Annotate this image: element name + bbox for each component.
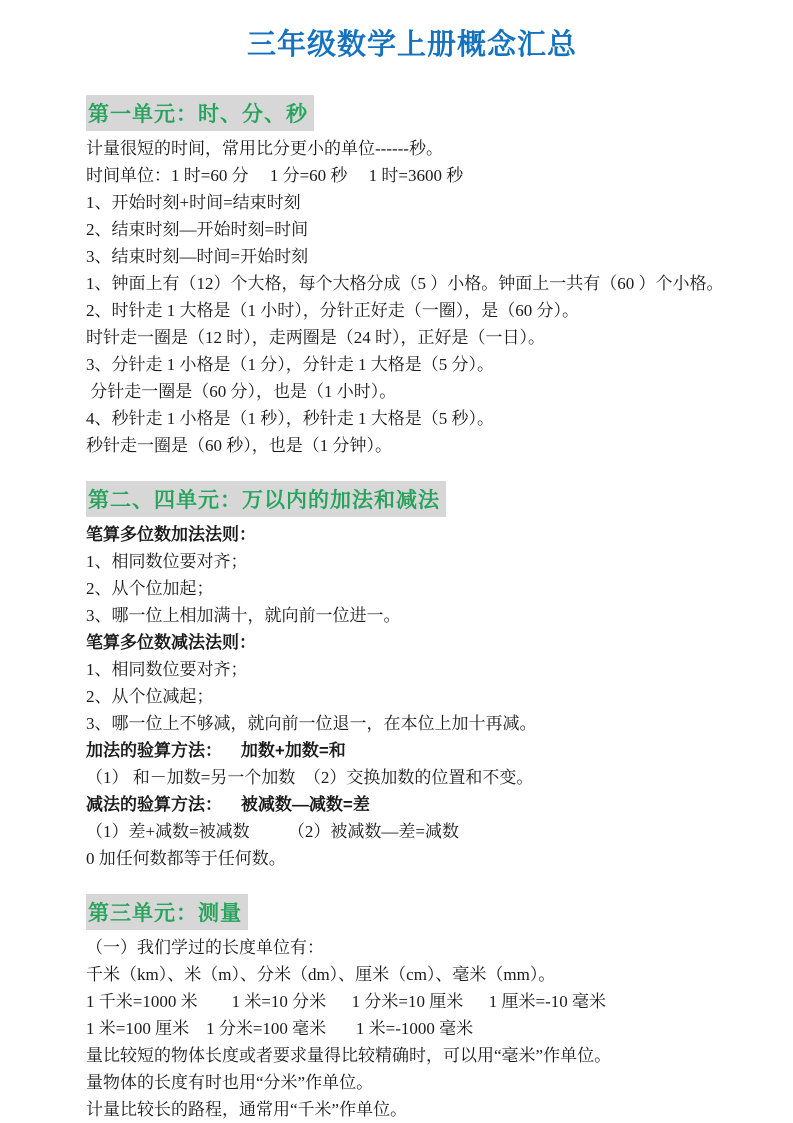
text-line: 1 千米=1000 米 1 米=10 分米 1 分米=10 厘米 1 厘米=-10 毫米 — [86, 992, 607, 1011]
text-line-bold: 减法的验算方法： 被减数—减数=差 — [86, 795, 370, 814]
text-line: 3、结束时刻—时间=开始时刻 — [86, 247, 309, 266]
text-line: 3、哪一位上不够减，就向前一位退一，在本位上加十再减。 — [86, 714, 537, 733]
text-line: 秒针走一圈是（60 秒），也是（1 分钟）。 — [86, 436, 392, 455]
text-line: 3、哪一位上相加满十，就向前一位进一。 — [86, 606, 401, 625]
text-line: 时针走一圈是（12 时），走两圈是（24 时），正好是（一日）。 — [86, 328, 545, 347]
text-line-bold: 加法的验算方法： 加数+加数=和 — [86, 741, 346, 760]
section-heading-unit-3: 第三单元：测量 — [86, 894, 248, 930]
text-line: 时间单位：1 时=60 分 1 分=60 秒 1 时=3600 秒 — [86, 166, 464, 185]
doc-title: 三年级数学上册概念汇总 — [246, 29, 577, 61]
text-line: 1、开始时刻+时间=结束时刻 — [86, 193, 301, 212]
text-line: 量比较短的物体长度或者要求量得比较精确时，可以用“毫米”作单位。 — [86, 1046, 612, 1065]
section-unit-3 — [86, 894, 738, 1123]
text-line: 2、时针走 1 大格是（1 小时），分针正好走（一圈），是（60 分）。 — [86, 301, 579, 320]
text-line: 千米（km）、米（m）、分米（dm）、厘米（cm）、毫米（mm）。 — [86, 965, 556, 984]
text-line: 分针走一圈是（60 分），也是（1 小时）。 — [86, 382, 397, 401]
text-line: 量物体的长度有时也用“分米”作单位。 — [86, 1073, 374, 1092]
text-line: 1、相同数位要对齐； — [86, 660, 248, 679]
text-line: 0 加任何数都等于任何数。 — [86, 849, 286, 868]
text-line: 计量比较长的路程，通常用“千米”作单位。 — [86, 1100, 408, 1119]
text-line: 2、从个位加起； — [86, 579, 214, 598]
section-heading-unit-1: 第一单元：时、分、秒 — [86, 95, 314, 131]
text-line: （1） 和－加数=另一个加数 （2）交换加数的位置和不变。 — [86, 768, 534, 787]
text-line: 1 米=100 厘米 1 分米=100 毫米 1 米=-1000 毫米 — [86, 1019, 474, 1038]
text-line: （一）我们学过的长度单位有： — [86, 938, 324, 957]
section-unit-2-4 — [86, 481, 738, 872]
text-line-bold: 笔算多位数减法法则： — [86, 633, 256, 652]
section-unit-1 — [86, 95, 738, 459]
section-heading-unit-2-4: 第二、四单元：万以内的加法和减法 — [86, 481, 446, 517]
text-line: 4、秒针走 1 小格是（1 秒），秒针走 1 大格是（5 秒）。 — [86, 409, 494, 428]
text-line: 2、结束时刻—开始时刻=时间 — [86, 220, 309, 239]
text-line: （1）差+减数=被减数 （2）被减数—差=减数 — [86, 822, 460, 841]
text-line: 计量很短的时间，常用比分更小的单位------秒。 — [86, 139, 443, 158]
text-line: 1、钟面上有（12）个大格，每个大格分成（5 ）小格。钟面上一共有（60 ）个小格。 — [86, 274, 724, 293]
text-line: 2、从个位减起； — [86, 687, 214, 706]
text-line-bold: 笔算多位数加法法则： — [86, 525, 256, 544]
text-line: 1、相同数位要对齐； — [86, 552, 248, 571]
text-line: 3、分针走 1 小格是（1 分），分针走 1 大格是（5 分）。 — [86, 355, 494, 374]
